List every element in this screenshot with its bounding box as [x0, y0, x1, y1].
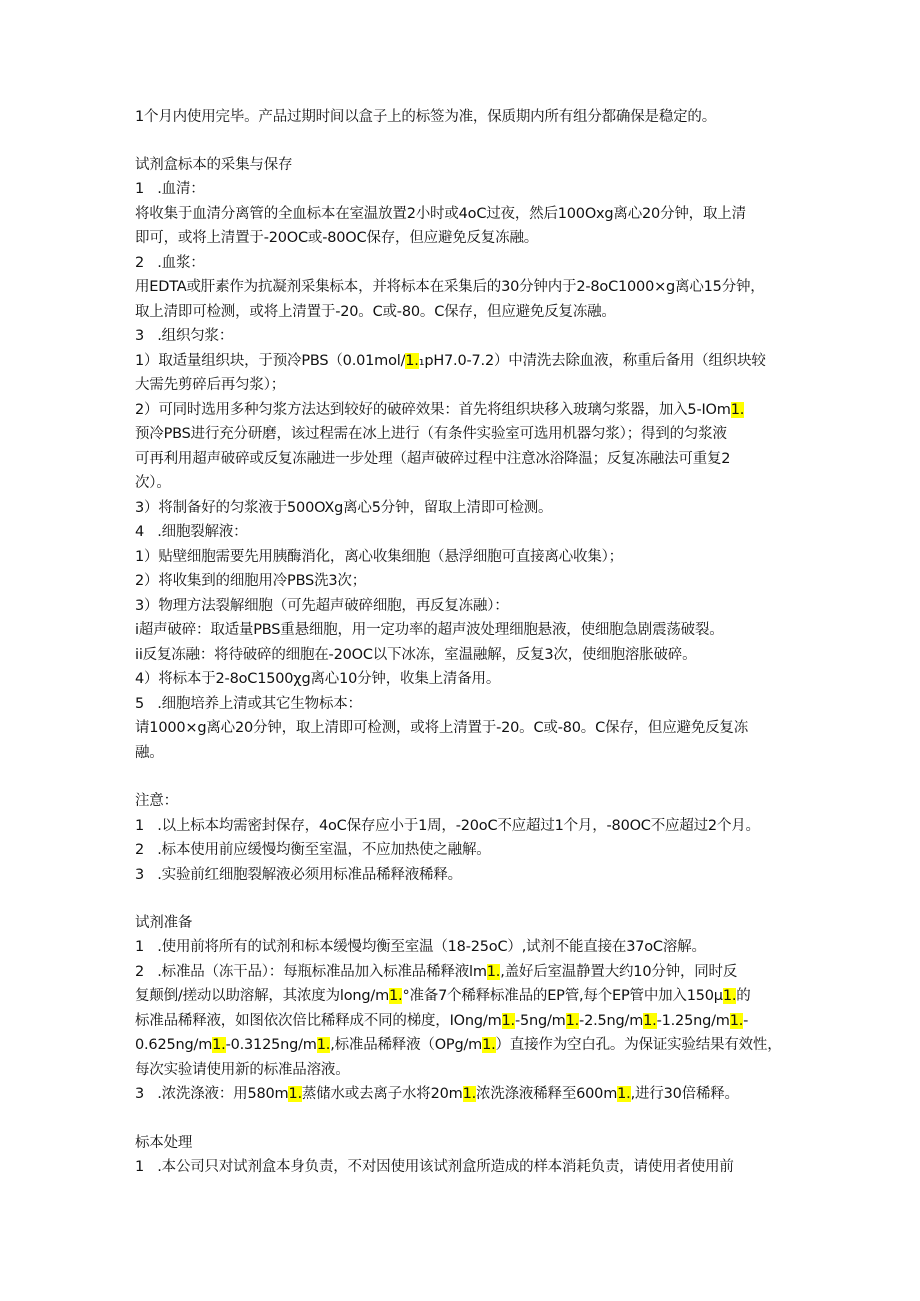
text-run: -5ng/m — [514, 1013, 566, 1029]
text-run: 注意： — [135, 793, 178, 809]
text-run: 2）将收集到的细胞用冷PBS洗3次； — [135, 573, 366, 589]
text-run: 即可，或将上清置于-20OC或-80OC保存，但应避免反复冻融。 — [135, 230, 539, 246]
text-line — [135, 1157, 734, 1177]
text-line — [135, 253, 205, 273]
text-line — [135, 547, 623, 567]
text-run: 1 .血清： — [135, 181, 205, 197]
text-run: 将收集于血清分离管的全血标本在室温放置2小时或4oC过夜，然后100Oxg离心20分钟，取上清 — [135, 206, 746, 222]
text-line — [135, 424, 727, 444]
text-line — [135, 816, 760, 836]
text-run: 1 .本公司只对试剂盒本身负责，不对因使用该试剂盒所造成的样本消耗负责，请使用者使用前 — [135, 1159, 734, 1175]
highlighted-text: 1. — [565, 1013, 580, 1029]
highlighted-text: 1. — [405, 353, 419, 369]
text-line — [135, 228, 538, 248]
text-line — [135, 1011, 748, 1031]
text-line — [135, 155, 292, 175]
text-line — [135, 302, 616, 322]
highlighted-text: 1. — [501, 1013, 515, 1029]
text-run: 4）将标本于2-8oC1500χg离心10分钟，收集上清备用。 — [135, 671, 501, 687]
text-line — [135, 1133, 192, 1153]
text-run: 3 .实验前红细胞裂解液必须用标准品稀释液稀释。 — [135, 867, 462, 883]
highlighted-text: 1. — [486, 964, 501, 980]
text-run: 次）。 — [135, 475, 171, 491]
highlighted-text: 1. — [482, 1037, 496, 1053]
text-run: 1个月内使用完毕。产品过期时间以盒子上的标签为准，保质期内所有组分都确保是稳定的。 — [135, 109, 717, 125]
text-run: 1 .以上标本均需密封保存，4oC保存应小于1周，-20oC不应超过1个月，-80OC不应超过2个月。 — [135, 818, 760, 834]
text-run: 标本处理 — [135, 1135, 193, 1151]
text-run: 3 .浓洗涤液：用580m — [135, 1086, 289, 1102]
text-run: i超声破碎：取适量PBS重悬细胞，用一定功率的超声波处理细胞悬液，使细胞急剧震荡破裂。 — [135, 622, 724, 638]
text-line — [135, 351, 766, 371]
text-run: 3）物理方法裂解细胞（可先超声破碎细胞，再反复冻融）： — [135, 598, 509, 614]
text-run: ₁pH7.0-7.2）中清洗去除血液，称重后备用（组织块较 — [418, 353, 766, 369]
text-line — [135, 986, 751, 1006]
text-run: 3）将制备好的匀浆液于500OXg离心5分钟，留取上清即可检测。 — [135, 500, 553, 516]
text-run: -1.25ng/m — [656, 1013, 730, 1029]
text-run: 取上清即可检测，或将上清置于-20。C或-80。C保存，但应避免反复冻融。 — [135, 304, 616, 320]
text-line — [135, 694, 362, 714]
text-run: -2.5ng/m — [579, 1013, 644, 1029]
text-line — [135, 277, 765, 297]
text-line — [135, 449, 730, 469]
highlighted-text: 1. — [288, 1086, 302, 1102]
text-run: ,盖好后室温静置大约10分钟，同时反 — [500, 964, 738, 980]
highlighted-text: 1. — [389, 988, 403, 1004]
text-run: - — [743, 1013, 749, 1029]
text-run: -0.3125ng/m — [225, 1037, 317, 1053]
text-run: 请1000×g离心20分钟，取上清即可检测，或将上清置于-20。C或-80。C保存，但应避免反复冻 — [135, 720, 749, 736]
text-line — [135, 204, 746, 224]
text-line — [135, 669, 500, 689]
text-run: 1 .使用前将所有的试剂和标本缓慢均衡至室温（18-25oC）,试剂不能直接在37oC溶解。 — [135, 939, 706, 955]
text-run: 融。 — [135, 745, 164, 761]
text-run: 试剂准备 — [135, 915, 193, 931]
text-run: 5 .细胞培养上清或其它生物标本： — [135, 696, 362, 712]
text-run: 2 .血浆： — [135, 255, 205, 271]
text-run: ,进行30倍稀释。 — [630, 1086, 739, 1102]
text-line — [135, 522, 247, 542]
text-line — [135, 375, 285, 395]
text-run: 2）可同时选用多种匀浆方法达到较好的破碎效果：首先将组织块移入玻璃匀浆器，加入5-IOm — [135, 402, 731, 418]
text-run: 0.625ng/m — [135, 1037, 213, 1053]
text-line — [135, 743, 164, 763]
text-line — [135, 326, 233, 346]
text-line — [135, 645, 696, 665]
text-line — [135, 937, 706, 957]
text-line — [135, 1035, 782, 1055]
text-run: 1）贴壁细胞需要先用胰酶消化，离心收集细胞（悬浮细胞可直接离心收集）； — [135, 549, 623, 565]
highlighted-text: 1. — [316, 1037, 331, 1053]
text-run: 可再利用超声破碎或反复冻融进一步处理（超声破碎过程中注意冰浴降温；反复冻融法可重复2 — [135, 451, 731, 467]
highlighted-text: 1. — [730, 402, 745, 418]
highlighted-text: 1. — [462, 1086, 477, 1102]
text-line — [135, 620, 724, 640]
text-line — [135, 791, 178, 811]
text-line — [135, 1060, 350, 1080]
text-line — [135, 596, 509, 616]
text-line — [135, 1084, 739, 1104]
text-run: 2 .标本使用前应缓慢均衡至室温，不应加热使之融解。 — [135, 842, 491, 858]
text-run: 2 .标准品（冻干品）：每瓶标准品加入标准品稀释液lm — [135, 964, 487, 980]
text-line — [135, 498, 552, 518]
text-line — [135, 865, 462, 885]
text-run: 试剂盒标本的采集与保存 — [135, 157, 293, 173]
text-run: 每次实验请使用新的标准品溶液。 — [135, 1062, 350, 1078]
text-run: 1）取适量组织块，于预冷PBS（0.01mol/ — [135, 353, 406, 369]
text-run: 蒸储水或去离子水将20m — [301, 1086, 463, 1102]
highlighted-text: 1. — [617, 1086, 631, 1102]
highlighted-text: 1. — [729, 1013, 744, 1029]
highlighted-text: 1. — [722, 988, 737, 1004]
text-run: 用EDTA或肝素作为抗凝剂采集标本，并将标本在采集后的30分钟内于2-8oC1000×g离心15分钟， — [135, 279, 765, 295]
text-run: 浓洗涤液稀释至600m — [476, 1086, 618, 1102]
text-run: °准备7个稀释标准品的EP管,每个EP管中加入150μ — [402, 988, 723, 1004]
text-line — [135, 840, 491, 860]
text-run: 的 — [736, 988, 751, 1004]
text-line — [135, 107, 716, 127]
text-line — [135, 571, 366, 591]
text-run: 大需先剪碎后再匀浆）； — [135, 377, 286, 393]
text-run: ,标准品稀释液（OPg/m — [330, 1037, 483, 1053]
text-run: 3 .组织匀浆： — [135, 328, 234, 344]
text-run: ）直接作为空白孔。为保证实验结果有效性， — [495, 1037, 782, 1053]
text-line — [135, 913, 192, 933]
text-line — [135, 962, 737, 982]
text-line — [135, 473, 171, 493]
text-run: 4 .细胞裂解液： — [135, 524, 248, 540]
text-line — [135, 179, 205, 199]
text-run: 标准品稀释液，如图依次倍比稀释成不同的梯度，IOng/m — [135, 1013, 502, 1029]
text-run: 复颠倒/搓动以助溶解，其浓度为long/m — [135, 988, 389, 1004]
text-line — [135, 718, 748, 738]
text-run: 预冷PBS进行充分研磨，该过程需在冰上进行（有条件实验室可选用机器匀浆）；得到的匀浆液 — [135, 426, 727, 442]
text-line — [135, 400, 744, 420]
text-run: ii反复冻融：将待破碎的细胞在-20OC以下冰冻，室温融解，反复3次，使细胞溶胀破碎。 — [135, 647, 697, 663]
highlighted-text: 1. — [643, 1013, 657, 1029]
highlighted-text: 1. — [212, 1037, 226, 1053]
